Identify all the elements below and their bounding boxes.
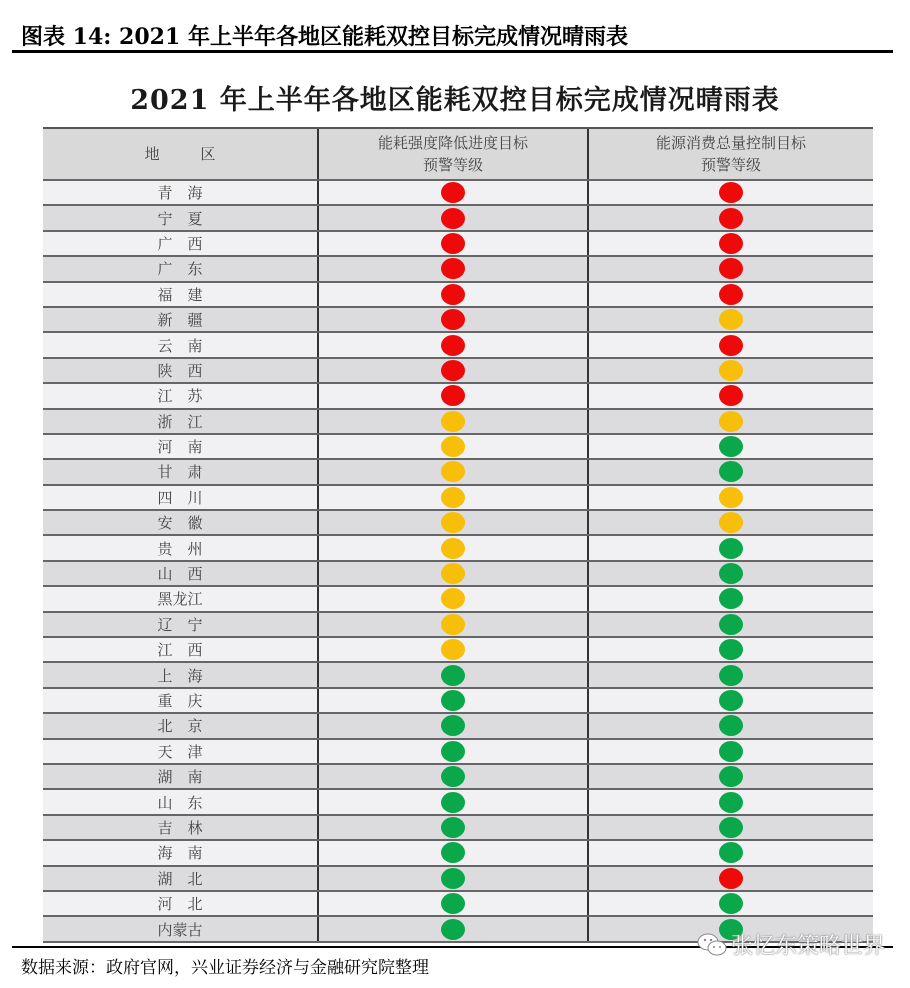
status-dot-icon [441,258,465,279]
status-dot-icon [719,741,743,762]
status-dot-icon [719,792,743,813]
header-region-label: 地 区 [144,145,234,163]
status-dot-icon [719,639,743,660]
intensity-cell [317,663,587,686]
status-dot-icon [441,842,465,863]
region-name: 天 津 [157,742,203,761]
region-name: 山 东 [157,793,203,812]
region-name: 广 西 [157,234,203,253]
intensity-cell [317,232,587,255]
table-row [43,333,873,358]
total-cell [587,790,873,813]
status-dot-icon [719,690,743,711]
status-dot-icon [719,258,743,279]
header-total-line1: 能源消费总量控制目标 [655,134,806,152]
table-row [43,359,873,384]
status-dot-icon [441,893,465,914]
region-name: 陕 西 [157,361,203,380]
intensity-cell [317,435,587,458]
status-dot-icon [441,919,465,940]
total-cell [587,765,873,788]
table-image-title: 2021 年上半年各地区能耗双控目标完成情况晴雨表 [130,85,780,116]
intensity-cell [317,283,587,306]
table-row [43,714,873,739]
intensity-cell [317,816,587,839]
table-row [43,587,873,612]
status-dot-icon [441,588,465,609]
header-intensity [317,129,587,179]
table-row [43,765,873,790]
total-cell [587,359,873,382]
status-dot-icon [441,690,465,711]
total-cell [587,536,873,559]
table-row [43,892,873,917]
region-name: 广 东 [157,260,203,279]
region-cell [43,587,317,610]
region-name: 吉 林 [157,818,203,837]
status-dot-icon [441,335,465,356]
status-dot-icon [441,208,465,229]
total-cell [587,232,873,255]
region-name: 安 徽 [157,514,203,533]
total-cell [587,892,873,915]
warning-level-table [43,127,873,943]
table-row [43,816,873,841]
table-row [43,486,873,511]
header-intensity-line2: 预警等级 [422,156,483,174]
intensity-cell [317,460,587,483]
intensity-cell [317,308,587,331]
total-cell [587,384,873,407]
region-name: 重 庆 [157,692,203,710]
intensity-cell [317,841,587,864]
status-dot-icon [719,766,743,787]
status-dot-icon [719,893,743,914]
region-name: 甘 肃 [157,463,203,482]
status-dot-icon [441,538,465,559]
region-cell [43,359,317,382]
intensity-cell [317,867,587,890]
intensity-cell [317,892,587,915]
intensity-cell [317,765,587,788]
region-cell [43,917,317,940]
region-cell [43,257,317,280]
status-dot-icon [719,538,743,559]
region-cell [43,206,317,229]
region-name: 新 疆 [157,311,203,330]
status-dot-icon [719,512,743,533]
status-dot-icon [719,868,743,889]
status-dot-icon [719,563,743,584]
header-region [43,129,317,179]
table-row [43,740,873,765]
total-cell [587,308,873,331]
total-cell [587,613,873,636]
status-dot-icon [719,614,743,635]
table-row [43,841,873,866]
region-cell [43,308,317,331]
region-name: 云 南 [157,336,203,355]
header-total [587,129,873,179]
status-dot-icon [719,817,743,838]
total-cell [587,740,873,763]
region-cell [43,333,317,356]
region-name: 北 京 [157,717,203,736]
region-cell [43,689,317,712]
region-cell [43,613,317,636]
intensity-cell [317,740,587,763]
region-name: 湖 北 [157,869,203,888]
total-cell [587,841,873,864]
region-cell [43,867,317,890]
region-cell [43,663,317,686]
region-cell [43,232,317,255]
intensity-cell [317,917,587,940]
intensity-cell [317,562,587,585]
total-cell [587,663,873,686]
status-dot-icon [719,588,743,609]
status-dot-icon [719,284,743,305]
intensity-cell [317,638,587,661]
region-name: 江 苏 [157,387,203,406]
top-rule-divider [12,50,893,53]
status-dot-icon [441,411,465,432]
table-row [43,536,873,561]
total-cell [587,511,873,534]
region-name: 海 南 [157,844,203,863]
region-name: 浙 江 [157,412,203,431]
total-cell [587,867,873,890]
intensity-cell [317,689,587,712]
region-cell [43,562,317,585]
status-dot-icon [441,817,465,838]
status-dot-icon [719,842,743,863]
region-name: 内蒙古 [157,920,203,939]
intensity-cell [317,181,587,204]
status-dot-icon [441,741,465,762]
region-cell [43,841,317,864]
table-row [43,206,873,231]
table-row [43,613,873,638]
region-cell [43,714,317,737]
intensity-cell [317,333,587,356]
intensity-cell [317,511,587,534]
region-cell [43,283,317,306]
table-row [43,511,873,536]
total-cell [587,257,873,280]
region-cell [43,511,317,534]
status-dot-icon [441,182,465,203]
region-cell [43,410,317,433]
status-dot-icon [441,639,465,660]
table-row [43,232,873,257]
wechat-icon [697,933,727,957]
status-dot-icon [719,487,743,508]
total-cell [587,714,873,737]
total-cell [587,689,873,712]
region-name: 河 南 [157,438,203,457]
status-dot-icon [719,335,743,356]
intensity-cell [317,587,587,610]
region-name: 黑龙江 [157,590,203,609]
status-dot-icon [441,436,465,457]
figure-caption: 图表 14: 2021 年上半年各地区能耗双控目标完成情况晴雨表 [21,24,628,50]
table-row [43,435,873,460]
table-row [43,410,873,435]
table-row [43,460,873,485]
status-dot-icon [441,715,465,736]
total-cell [587,206,873,229]
region-cell [43,460,317,483]
region-cell [43,765,317,788]
region-name: 宁 夏 [157,209,203,228]
region-name: 青 海 [157,184,203,203]
region-cell [43,816,317,839]
status-dot-icon [719,436,743,457]
status-dot-icon [719,411,743,432]
table-row [43,384,873,409]
region-name: 四 川 [157,488,203,507]
status-dot-icon [441,665,465,686]
header-intensity-line1: 能耗强度降低进度目标 [377,134,528,152]
region-name: 辽 宁 [157,615,203,634]
total-cell [587,410,873,433]
table-header-row [43,129,873,181]
status-dot-icon [719,309,743,330]
intensity-cell [317,536,587,559]
table-row [43,562,873,587]
status-dot-icon [441,284,465,305]
region-cell [43,638,317,661]
region-name: 河 北 [157,895,203,914]
region-cell [43,892,317,915]
status-dot-icon [719,665,743,686]
region-name: 江 西 [157,641,203,660]
table-row [43,663,873,688]
status-dot-icon [441,487,465,508]
intensity-cell [317,359,587,382]
intensity-cell [317,206,587,229]
intensity-cell [317,790,587,813]
total-cell [587,283,873,306]
watermark-text: 张忆东策略世界 [731,934,886,959]
table-body [43,181,873,943]
table-row [43,689,873,714]
region-cell [43,181,317,204]
total-cell [587,562,873,585]
region-name: 山 西 [157,565,203,584]
total-cell [587,435,873,458]
status-dot-icon [719,385,743,406]
total-cell [587,587,873,610]
intensity-cell [317,384,587,407]
status-dot-icon [441,563,465,584]
status-dot-icon [719,233,743,254]
intensity-cell [317,410,587,433]
status-dot-icon [719,360,743,381]
status-dot-icon [441,461,465,482]
table-row [43,638,873,663]
table-row [43,283,873,308]
total-cell [587,816,873,839]
region-cell [43,536,317,559]
status-dot-icon [441,360,465,381]
total-cell [587,333,873,356]
total-cell [587,460,873,483]
region-name: 湖 南 [157,768,203,787]
region-name: 贵 州 [157,539,203,558]
total-cell [587,638,873,661]
table-row [43,308,873,333]
intensity-cell [317,486,587,509]
table-row [43,257,873,282]
total-cell [587,486,873,509]
region-cell [43,435,317,458]
region-cell [43,384,317,407]
status-dot-icon [441,868,465,889]
status-dot-icon [719,461,743,482]
status-dot-icon [441,385,465,406]
status-dot-icon [441,512,465,533]
table-row [43,790,873,815]
table-row [43,181,873,206]
status-dot-icon [441,309,465,330]
intensity-cell [317,714,587,737]
status-dot-icon [441,766,465,787]
intensity-cell [317,613,587,636]
status-dot-icon [719,182,743,203]
region-cell [43,790,317,813]
intensity-cell [317,257,587,280]
table-row [43,867,873,892]
region-cell [43,740,317,763]
region-cell [43,486,317,509]
total-cell [587,181,873,204]
status-dot-icon [441,614,465,635]
status-dot-icon [719,715,743,736]
watermark [697,929,885,960]
status-dot-icon [441,233,465,254]
status-dot-icon [719,208,743,229]
region-name: 上 海 [157,666,203,685]
status-dot-icon [441,792,465,813]
data-source-note: 数据来源：政府官网，兴业证券经济与金融研究院整理 [21,958,429,978]
region-name: 福 建 [157,285,203,304]
header-total-line2: 预警等级 [700,156,761,174]
